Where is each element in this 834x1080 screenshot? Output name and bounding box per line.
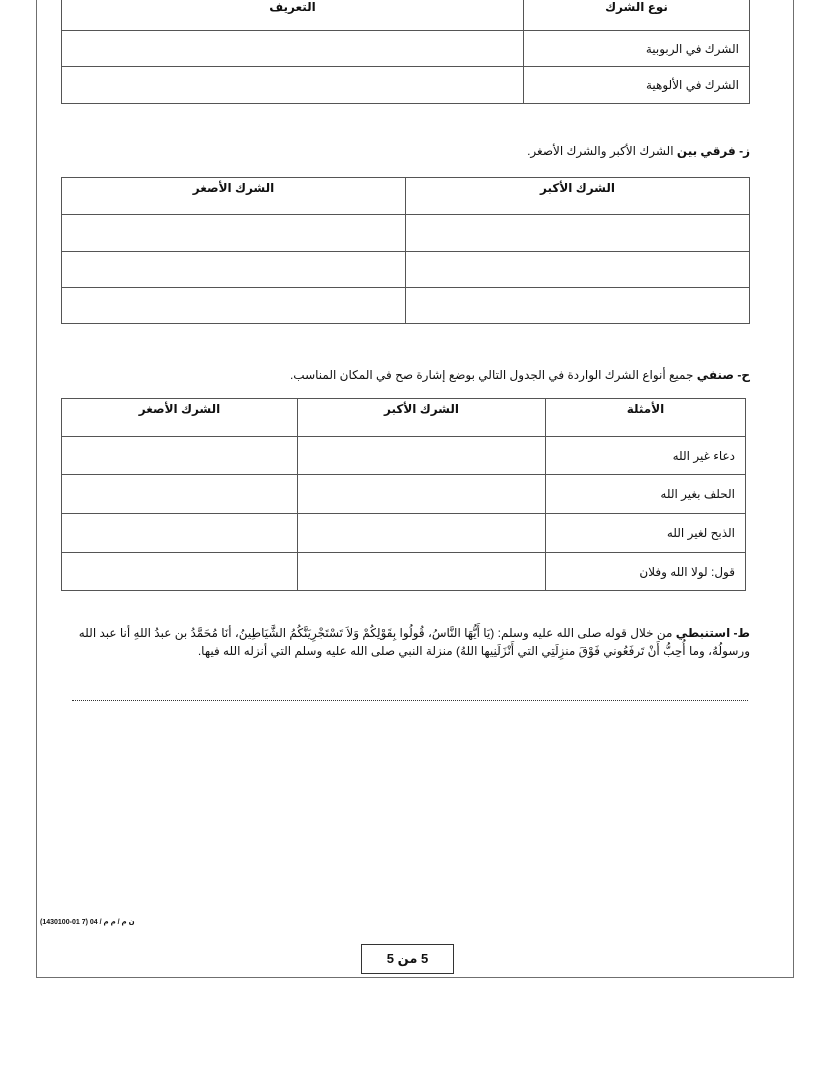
answer-cell[interactable] [406, 252, 750, 288]
answer-cell[interactable] [62, 215, 406, 252]
checkbox-cell-major[interactable] [298, 475, 546, 514]
answer-cell[interactable] [62, 67, 524, 104]
question-z-label: ز- فرقي بين [676, 144, 750, 158]
header-major-shirk: الشرك الأكبر [298, 399, 546, 437]
example-sacrifice-for-other: الذبح لغير الله [546, 514, 746, 553]
checkbox-cell-major[interactable] [298, 514, 546, 553]
checkbox-cell-major[interactable] [298, 437, 546, 475]
table-row [62, 31, 750, 67]
example-swearing-by-other: الحلف بغير الله [546, 475, 746, 514]
major-minor-table [61, 177, 750, 324]
checkbox-cell-minor[interactable] [62, 553, 298, 591]
header-definition: التعريف [62, 0, 524, 31]
example-lawla-allah-wa-fulan: قول: لولا الله وفلان [546, 553, 746, 591]
cell-shirk-uluhiyyah: الشرك في الألوهية [524, 67, 750, 104]
example-dua-other-than-allah: دعاء غير الله [546, 437, 746, 475]
question-h-text: جميع أنواع الشرك الواردة في الجدول التالي بوضع إشارة صح في المكان المناسب. [289, 368, 694, 382]
question-t-line1 [50, 624, 750, 642]
checkbox-cell-minor[interactable] [62, 437, 298, 475]
table-row [62, 252, 750, 288]
question-t-text-line1: من خلال قوله صلى الله عليه وسلم: (يَا أَيُّهَا النَّاسُ، قُولُوا بِقَوْلِكُمْ وَلاَ تَسْتَجْرِيَنَّكُمُ الشَّيَاطِينُ، أنَا مُحَمَّدُ بن عبدُ اللهِ أنا عبد الله [78, 626, 673, 640]
question-t-label: ط- استنبطي [675, 626, 750, 640]
question-h [290, 366, 750, 384]
question-t-text-line2: ورسولُهُ، وما أُحِبُّ أَنْ تَرفَعُوني فَوْقَ منزِلَتِي التي أَنْزَلَنِيها اللهُ) منزلة النبي صلى الله عليه وسلم التي أنزله الله فيها. [197, 644, 750, 658]
checkbox-cell-minor[interactable] [62, 475, 298, 514]
header-examples: الأمثلة [546, 399, 746, 437]
table-header-row [62, 0, 750, 31]
header-major-shirk: الشرك الأكبر [406, 178, 750, 215]
table-header-row [62, 178, 750, 215]
answer-dotted-line[interactable] [72, 700, 748, 701]
table-row [62, 514, 746, 553]
page-number: 5 من 5 [361, 944, 454, 974]
answer-cell[interactable] [62, 288, 406, 324]
table-row [62, 553, 746, 591]
header-shirk-type: نوع الشرك [524, 0, 750, 31]
table-row [62, 475, 746, 514]
answer-cell[interactable] [62, 252, 406, 288]
table-row [62, 67, 750, 104]
checkbox-cell-minor[interactable] [62, 514, 298, 553]
header-minor-shirk: الشرك الأصغر [62, 178, 406, 215]
answer-cell[interactable] [406, 215, 750, 252]
classification-table [61, 398, 746, 591]
table-header-row [62, 399, 746, 437]
shirk-definition-table [61, 0, 750, 104]
cell-shirk-rububiyyah: الشرك في الربوبية [524, 31, 750, 67]
question-h-label: ح- صنفي [696, 368, 750, 382]
question-z [527, 142, 750, 160]
table-row [62, 215, 750, 252]
checkbox-cell-major[interactable] [298, 553, 546, 591]
answer-cell[interactable] [62, 31, 524, 67]
header-minor-shirk: الشرك الأصغر [62, 399, 298, 437]
table-row [62, 288, 750, 324]
question-t [50, 624, 750, 660]
question-z-text: الشرك الأكبر والشرك الأصغر. [527, 144, 674, 158]
document-code: ن م / م م / 04 (7 01-1430100) [40, 919, 135, 926]
table-row [62, 437, 746, 475]
answer-cell[interactable] [406, 288, 750, 324]
